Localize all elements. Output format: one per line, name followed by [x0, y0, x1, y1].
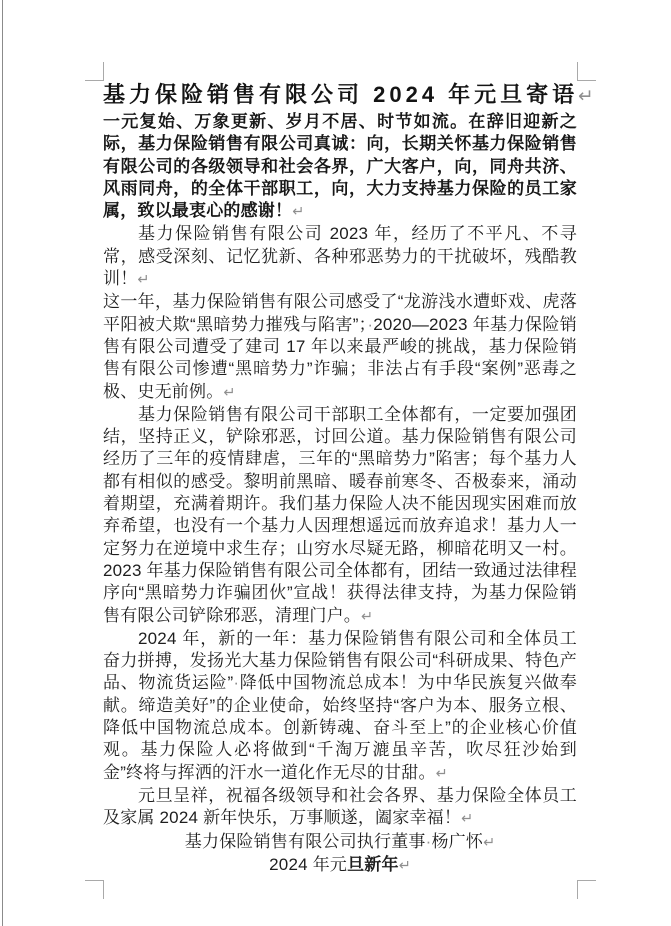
- text-run: 基力保险销售有限公司 2023 年，经历了不平凡、不寻常，感受深刻、记忆犹新、各种邪恶势力的干扰破坏，残酷教训！: [103, 224, 577, 289]
- paragraph-mark-icon: ↵: [435, 765, 448, 782]
- page-edge-line: [2, 0, 3, 926]
- date-line: [103, 854, 577, 877]
- signature-line: [103, 831, 577, 854]
- paragraph-mark-icon: ↵: [578, 85, 594, 106]
- paragraph-mark-icon: ↵: [223, 384, 236, 401]
- text-area: [103, 80, 594, 877]
- text-run: 一元复始、万象更新、岁月不居、时节如流。在辞旧迎新之际，基力保险销售有限公司真诚：向，长期关怀基力保险销售有限公司的各级领导和社会各界，广大客户，向，同舟共济、风雨同舟，的全体干部职工，向，大力支持基力保险的员工家属，致以最衷心的感谢！: [103, 112, 577, 221]
- crop-mark-bottom-left: [85, 880, 104, 899]
- review-2023-paragraph: [103, 223, 577, 291]
- space-dot-mark: ·: [367, 314, 374, 334]
- space-dot-mark: ·: [233, 673, 240, 693]
- crop-mark-top-left: [85, 62, 104, 81]
- paragraph-mark-icon: ↵: [292, 204, 305, 221]
- document-title: [103, 80, 594, 111]
- text-run: 这一年，基力保险销售有限公司感受了“龙游浅水遭虾戏、虎落平阳被犬欺“黑暗势力摧残与陷害”；: [103, 292, 577, 334]
- text-run: 2024 年，新的一年：基力保险销售有限公司和全体员工奋力拼搏，发扬光大基力保险销售有限公司“科研成果、特色产品、物流货运险”: [103, 628, 577, 693]
- text-run: 基力保险销售有限公司执行董事: [184, 831, 426, 851]
- paragraph-mark-icon: ↵: [461, 811, 474, 828]
- text-run: 元旦呈祥，祝福各级领导和社会各界、基力保险全体员工及家属 2024 新年快乐，万事顺遂，阖家幸福！: [103, 785, 577, 828]
- paragraph-mark-icon: ↵: [483, 834, 496, 851]
- text-run: 基力保险销售有限公司 2024 年元旦寄语: [103, 82, 579, 107]
- blessing-paragraph: [103, 785, 577, 831]
- paragraph-mark-icon: ↵: [398, 857, 411, 874]
- new-year-2024-paragraph: [103, 628, 577, 785]
- paragraph-mark-icon: ↵: [361, 608, 374, 625]
- text-run: 杨广怀: [431, 831, 484, 851]
- crop-mark-top-right: [577, 62, 596, 81]
- opening-greeting-paragraph: [103, 111, 577, 223]
- paragraph-mark-icon: ↵: [137, 272, 150, 289]
- text-run: 基力保险销售有限公司干部职工全体都有，一定要加强团结，坚持正义，铲除邪恶，讨回公道。基力保险销售有限公司经历了三年的疫情肆虐，三年的“黑暗势力”陷害；每个基力人都有相似的感受。黎明前黑暗、暖春前寒冬、否极泰来，涌动着期望，充满着期许。我们基力保险人决不能因现实困难而放弃希望，也没有一个基力人因理想遥远而放弃追求！基力人一定努力在逆境中求生存；山穷水尽疑无路，柳暗花明又一村。2023 年基力保险销售有限公司全体都有，团结一致通过法律程序向“黑暗势力诈骗团伙”宣战！获得法律支持，为基力保险销售有限公司铲除邪恶，清理门户。: [103, 404, 577, 625]
- text-run: 2020—2023 年基力保险销售有限公司遭受了建司 17 年以来最严峻的挑战，基力保险销售有限公司惨遭“黑暗势力”诈骗；非法占有手段“案例”恶毒之极、史无前例。: [103, 314, 577, 401]
- crop-mark-bottom-right: [577, 880, 596, 899]
- dark-forces-paragraph: [103, 291, 577, 403]
- space-dot-mark: ·: [425, 831, 432, 851]
- text-run: 降低中国物流总成本！为中华民族复兴做奉献。缔造美好”的企业使命，始终坚持“客户为本、服务立根、降低中国物流总成本。创新铸魂、奋斗至上”的企业核心价值观。基力保险人必将做到“千淘万漉虽辛苦，吹尽狂沙始到金”终将与挥洒的汗水一道化作无尽的甘甜。: [103, 673, 577, 782]
- text-run: 旦新年: [347, 854, 399, 874]
- unity-paragraph: [103, 404, 577, 628]
- text-run: 2024 年元: [269, 854, 348, 874]
